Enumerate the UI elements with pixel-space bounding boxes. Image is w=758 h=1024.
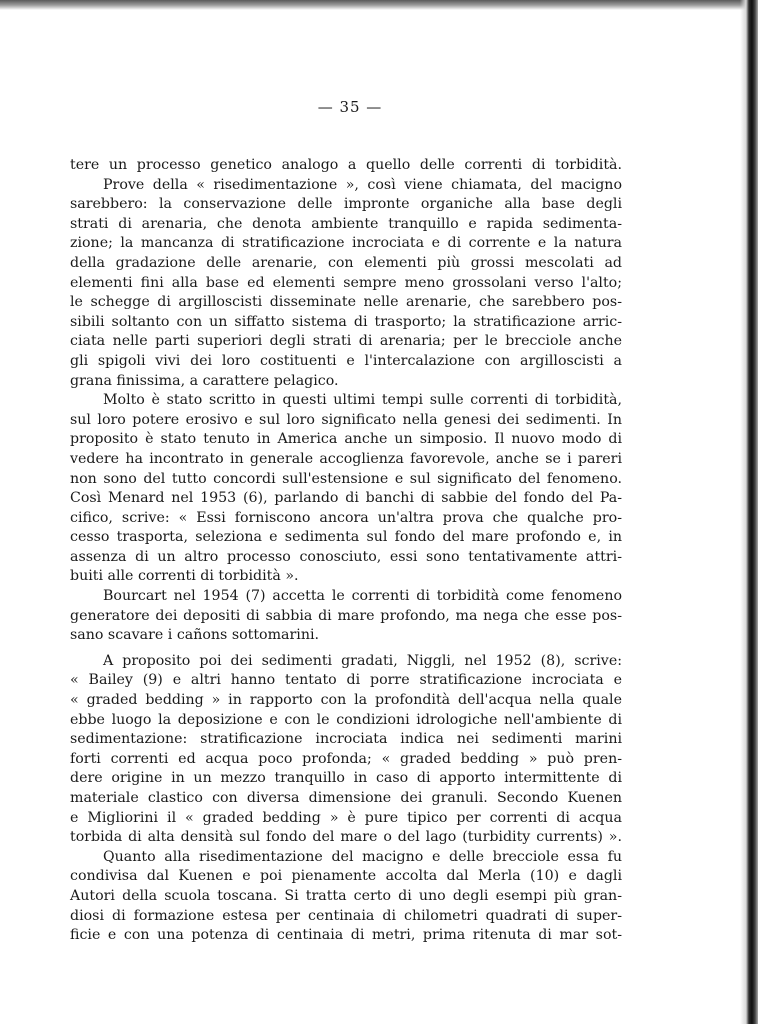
page-number: — 35 —: [317, 98, 383, 116]
text-line: zione; la mancanza di stratificazione incrociata e di corrente e la natura: [70, 235, 622, 252]
text-line: Così Menard nel 1953 (6), parlando di banchi di sabbie del fondo del Pa-: [70, 490, 622, 507]
text-line: generatore dei depositi di sabbia di mare profondo, ma nega che esse pos-: [70, 607, 622, 624]
text-line: non sono del tutto concordi sull'estensione e sul significato del fenomeno.: [70, 470, 622, 487]
text-line: e Migliorini il « graded bedding » è pure tipico per correnti di acqua: [70, 809, 622, 826]
text-line: diosi di formazione estesa per centinaia di chilometri quadrati di super-: [70, 907, 622, 924]
text-line: Prove della « risedimentazione », così viene chiamata, del macigno: [103, 176, 622, 193]
body-text: [70, 156, 622, 946]
text-line: Quanto alla risedimentazione del macigno e delle brecciole essa fu: [103, 848, 622, 865]
text-line: « graded bedding » in rapporto con la profondità dell'acqua nella quale: [70, 692, 622, 709]
text-line: gli spigoli vivi dei loro costituenti e l'intercalazione con argilloscisti a: [70, 352, 622, 369]
text-line: le schegge di argilloscisti disseminate nelle arenarie, che sarebbero pos-: [70, 294, 622, 311]
text-line: cesso trasporta, seleziona e sedimenta sul fondo del mare profondo e, in: [70, 529, 622, 546]
text-line: ebbe luogo la deposizione e con le condizioni idrologiche nell'ambiente di: [70, 711, 622, 728]
text-line: forti correnti ed acqua poco profonda; « graded bedding » può pren-: [70, 750, 622, 767]
text-line: della gradazione delle arenarie, con elementi più grossi mescolati ad: [70, 254, 622, 271]
text-line: condivisa dal Kuenen e poi pienamente accolta dal Merla (10) e dagli: [70, 868, 622, 885]
text-line: Bourcart nel 1954 (7) accetta le correnti di torbidità come fenomeno: [103, 588, 622, 605]
text-line: « Bailey (9) e altri hanno tentato di porre stratificazione incrociata e: [70, 672, 622, 689]
text-line: A proposito poi dei sedimenti gradati, Niggli, nel 1952 (8), scrive:: [103, 652, 622, 669]
text-line: Autori della scuola toscana. Si tratta certo di uno degli esempi più gran-: [70, 887, 622, 904]
paragraph: [70, 587, 622, 646]
text-line: proposito è stato tenuto in America anche un simposio. Il nuovo modo di: [70, 431, 622, 448]
text-line: tere un processo genetico analogo a quello delle correnti di torbidità.: [70, 157, 622, 173]
text-line: materiale clastico con diversa dimensione dei granuli. Secondo Kuenen: [70, 790, 622, 806]
text-line: dere origine in un mezzo tranquillo in caso di apporto intermittente di: [70, 770, 622, 787]
text-line: elementi fini alla base ed elementi sempre meno grossolani verso l'alto;: [70, 274, 622, 291]
text-line: ciata nelle parti superiori degli strati di arenaria; per le brecciole anche: [70, 333, 622, 350]
paragraph: [70, 652, 622, 848]
text-line: vedere ha incontrato in generale accoglienza favorevole, anche se i pareri: [70, 450, 622, 467]
text-line: grana finissima, a carattere pelagico.: [70, 372, 339, 389]
paragraph: [70, 156, 622, 176]
paragraph: [70, 848, 622, 946]
text-line: strati di arenaria, che denota ambiente tranquillo e rapida sedimenta-: [70, 215, 622, 232]
text-line: torbida di alta densità sul fondo del mare o del lago (turbidity currents) ».: [70, 829, 622, 846]
paragraph: [70, 176, 622, 392]
text-line: sibili soltanto con un siffatto sistema di trasporto; la stratificazione arric-: [70, 313, 622, 330]
text-line: assenza di un altro processo conosciuto, essi sono tentativamente attri-: [70, 548, 622, 565]
text-line: ficie e con una potenza di centinaia di metri, prima ritenuta di mar sot-: [70, 927, 622, 944]
paragraph: [70, 391, 622, 587]
text-line: sul loro potere erosivo e sul loro significato nella genesi dei sedimenti. In: [70, 411, 622, 428]
text-line: buiti alle correnti di torbidità ».: [70, 568, 299, 585]
text-line: sano scavare i cañons sottomarini.: [70, 627, 320, 644]
text-line: sarebbero: la conservazione delle impronte organiche alla base degli: [70, 196, 622, 213]
text-line: cifico, scrive: « Essi forniscono ancora un'altra prova che qualche pro-: [70, 509, 622, 526]
page-binding-edge: [740, 0, 758, 1024]
text-line: Molto è stato scritto in questi ultimi tempi sulle correnti di torbidità,: [103, 392, 622, 409]
text-line: sedimentazione: stratificazione incrociata indica nei sedimenti marini: [70, 731, 622, 748]
scan-top-edge: [0, 0, 758, 10]
